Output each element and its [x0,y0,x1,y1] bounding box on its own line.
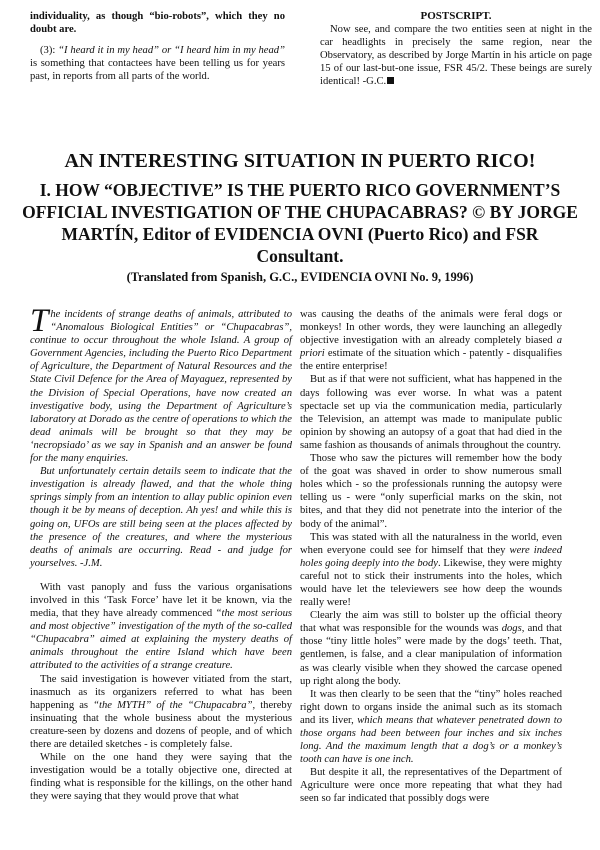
end-square-icon [387,77,394,84]
body-paragraph: With vast panoply and fuss the various organisations involved in this ‘Task Force’ have let it be known, via the media, that they have already commenced “the most serious and most objective” investigation of the myth of the so-called “Chupacabra” aimed at explaining the mystery deaths of animals throughout the entire Island which have been attributed to the activities of a strange creature. [30,581,292,672]
translation-note: (Translated from Spanish, G.C., EVIDENCIA OVNI No. 9, 1996) [126,270,474,284]
postscript [320,10,592,88]
postscript-title: POSTSCRIPT. [420,10,492,22]
intro-block [30,303,292,570]
footnote-3 [30,44,285,83]
body-paragraph: This was stated with all the naturalness in the world, even when everyone could see for himself that they were indeed holes going deeply into the body. Likewise, they were mighty careful not to stick their instruments into the holes, which would have let the televiewers see how deep the wounds really were! [300,531,562,609]
article-heading [20,148,580,285]
body-paragraph: The said investigation is however vitiated from the start, inasmuch as its organizers referred to what has been happening as “the MYTH” of the “Chupacabra”, thereby insinuating that the whole business about the mysterious creature-seen by dozens and dozens of people, and of which there are detailed sketches - is completely false. [30,673,292,750]
body-paragraph: It was then clearly to be seen that the “tiny” holes reached right down to organs inside the animal such as its stomach and its liver, which means that whatever penetrated down to those organs had been between four inches and six inches long. And the maximum length that a dog’s or a monkey’s tooth can have is one inch. [300,688,562,766]
footnote-3-number: (3): [40,45,56,57]
body-paragraph: Clearly the aim was still to bolster up the official theory that what was responsible for the wounds was dogs, and that those “tiny little holes” were made by the dogs’ teeth. That, gentlemen, is false, and a clear manipulation of information as was clearly visible when they showed the carcase opened up right along the body. [300,610,562,687]
body-paragraph: Those who saw the pictures will remember how the body of the goat was shaved in order to show numerous small holes which - so the professionals running the autopsy were telling us - were “only superficial marks on the skin, not bites, and that they did not penetrate into the interior of the body of the animal”. [300,453,562,530]
body-paragraph: While on the one hand they were saying that the investigation would be a totally objective one, directed at finding what is responsible for the killings, on the other hand they were saying that they would prove that what [30,752,292,803]
postscript-text: Now see, and compare the two entities seen at night in the car headlights in precisely the same region, near the Observatory, as described by Jorge Martín in his article on page 15 of our last-but-one issue, FSR 45/2. These beings are surely identical! -G.C. [320,24,592,88]
body-paragraph: was causing the deaths of the animals were feral dogs or monkeys! In other words, they were launching an allegedly objective investigation with an already completely biased a priori estimate of the situation which - patently - disqualifies the entire enterprise! [300,309,562,373]
intro-paragraph-1: The incidents of strange deaths of animals, attributed to “Anomalous Biological Entities” or “Chupacabras”, continue to occur throughout the whole Island. A group of Government Agencies, including the Puerto Rico Department of Agriculture, the Department of Natural Resources and the State Civil Defence for the Area of Mayaguez, represented by the Division of Special Operations, have now created an investigative body, using the Department of Agriculture’s laboratory at Dorado as the centre of operations to which the dead animals will be brought so that they may be ‘necropsiado’ as we say in Spanish and an answer be found for the many enquiries. [30,303,292,465]
previous-article-end [30,10,590,110]
footnote-fragment: individuality, as though “bio-robots”, which they no doubt are. [30,11,285,36]
intro-paragraph-2: But unfortunately certain details seem to indicate that the investigation is already flawed, and that the whole thing springs simply from an intention to allay public opinion even though it be by means of deception. Ah yes! and while this is going on, UFOs are still being seen at the places affected by the presence of the creatures, and where the mysterious deaths of animals are occurring. Read - and judge for yourselves. -J.M. [30,466,292,569]
article-subtitle: I. HOW “OBJECTIVE” IS THE PUERTO RICO GOVERNMENT’S OFFICIAL INVESTIGATION OF THE CHUPACABRAS? © BY JORGE MARTÍN, Editor of EVIDENCIA OVNI (Puerto Rico) and FSR Consultant. [22,180,578,266]
drop-cap: T [30,303,49,339]
left-column [30,303,292,803]
footnote-3-quote: “I heard it in my head” or “I heard him in my head” [58,45,285,57]
body-paragraph: But as if that were not sufficient, what has happened in the days following was ever worse. In what was a patent spectacle set up via the communication media, particularly the Television, an attempt was made to manipulate public opinion by showing an autopsy of a goat that had died in the same fashion as thousands of animals throughout the country. [300,374,562,451]
article-title: AN INTERESTING SITUATION IN PUERTO RICO! [64,150,536,172]
top-left-column [30,10,285,83]
right-column [300,308,562,806]
footnote-3-text: is something that contactees have been telling us for years past, in reports from all parts of the world. [30,58,285,83]
body-paragraph: But despite it all, the representatives of the Department of Agriculture were once more repeating that what they had seen so far indicated that possibly dogs were [300,767,562,805]
